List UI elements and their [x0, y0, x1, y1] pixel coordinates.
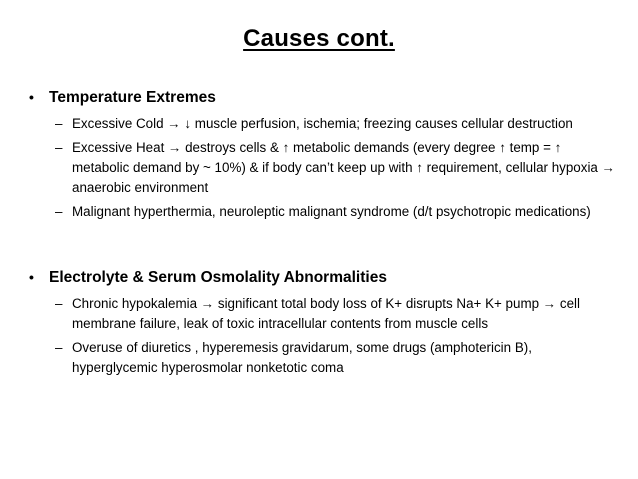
- sub-bullet-list: [29, 114, 619, 222]
- sub-bullet-text: Excessive Heat → destroys cells & ↑ metabolic demands (every degree ↑ temp = ↑ metabolic demand by ~ 10%) & if body can’t keep up with ↑ requirement, cellular hypoxia → anaerobic environment: [72, 140, 615, 195]
- sub-bullet-item: [29, 138, 619, 198]
- dash-icon: –: [55, 116, 63, 131]
- sub-bullet-text: Overuse of diuretics , hyperemesis gravidarum, some drugs (amphotericin B), hyperglycemic hyperosmolar nonketotic coma: [72, 340, 532, 375]
- section-heading-text: Electrolyte & Serum Osmolality Abnormalities: [49, 269, 387, 286]
- sub-bullet-item: [29, 202, 619, 222]
- dash-icon: –: [55, 340, 63, 355]
- slide-title: Causes cont.: [243, 25, 395, 52]
- bullet-icon: •: [29, 269, 34, 285]
- section-electrolyte-abnormalities: [29, 267, 619, 382]
- sub-bullet-item: [29, 294, 619, 334]
- sub-bullet-text: Chronic hypokalemia → significant total body loss of K+ disrupts Na+ K+ pump → cell membrane failure, leak of toxic intracellular contents from muscle cells: [72, 296, 580, 331]
- sub-bullet-item: [29, 114, 619, 134]
- section-heading: [29, 267, 619, 288]
- dash-icon: –: [55, 140, 63, 155]
- sub-bullet-text: Malignant hyperthermia, neuroleptic malignant syndrome (d/t psychotropic medications): [72, 204, 591, 219]
- sub-bullet-text: Excessive Cold → ↓ muscle perfusion, ischemia; freezing causes cellular destruction: [72, 116, 573, 131]
- section-heading-text: Temperature Extremes: [49, 89, 216, 106]
- sub-bullet-list: [29, 294, 619, 378]
- dash-icon: –: [55, 204, 63, 219]
- sub-bullet-item: [29, 338, 619, 378]
- section-temperature-extremes: [29, 87, 619, 226]
- section-heading: [29, 87, 619, 108]
- bullet-icon: •: [29, 89, 34, 105]
- dash-icon: –: [55, 296, 63, 311]
